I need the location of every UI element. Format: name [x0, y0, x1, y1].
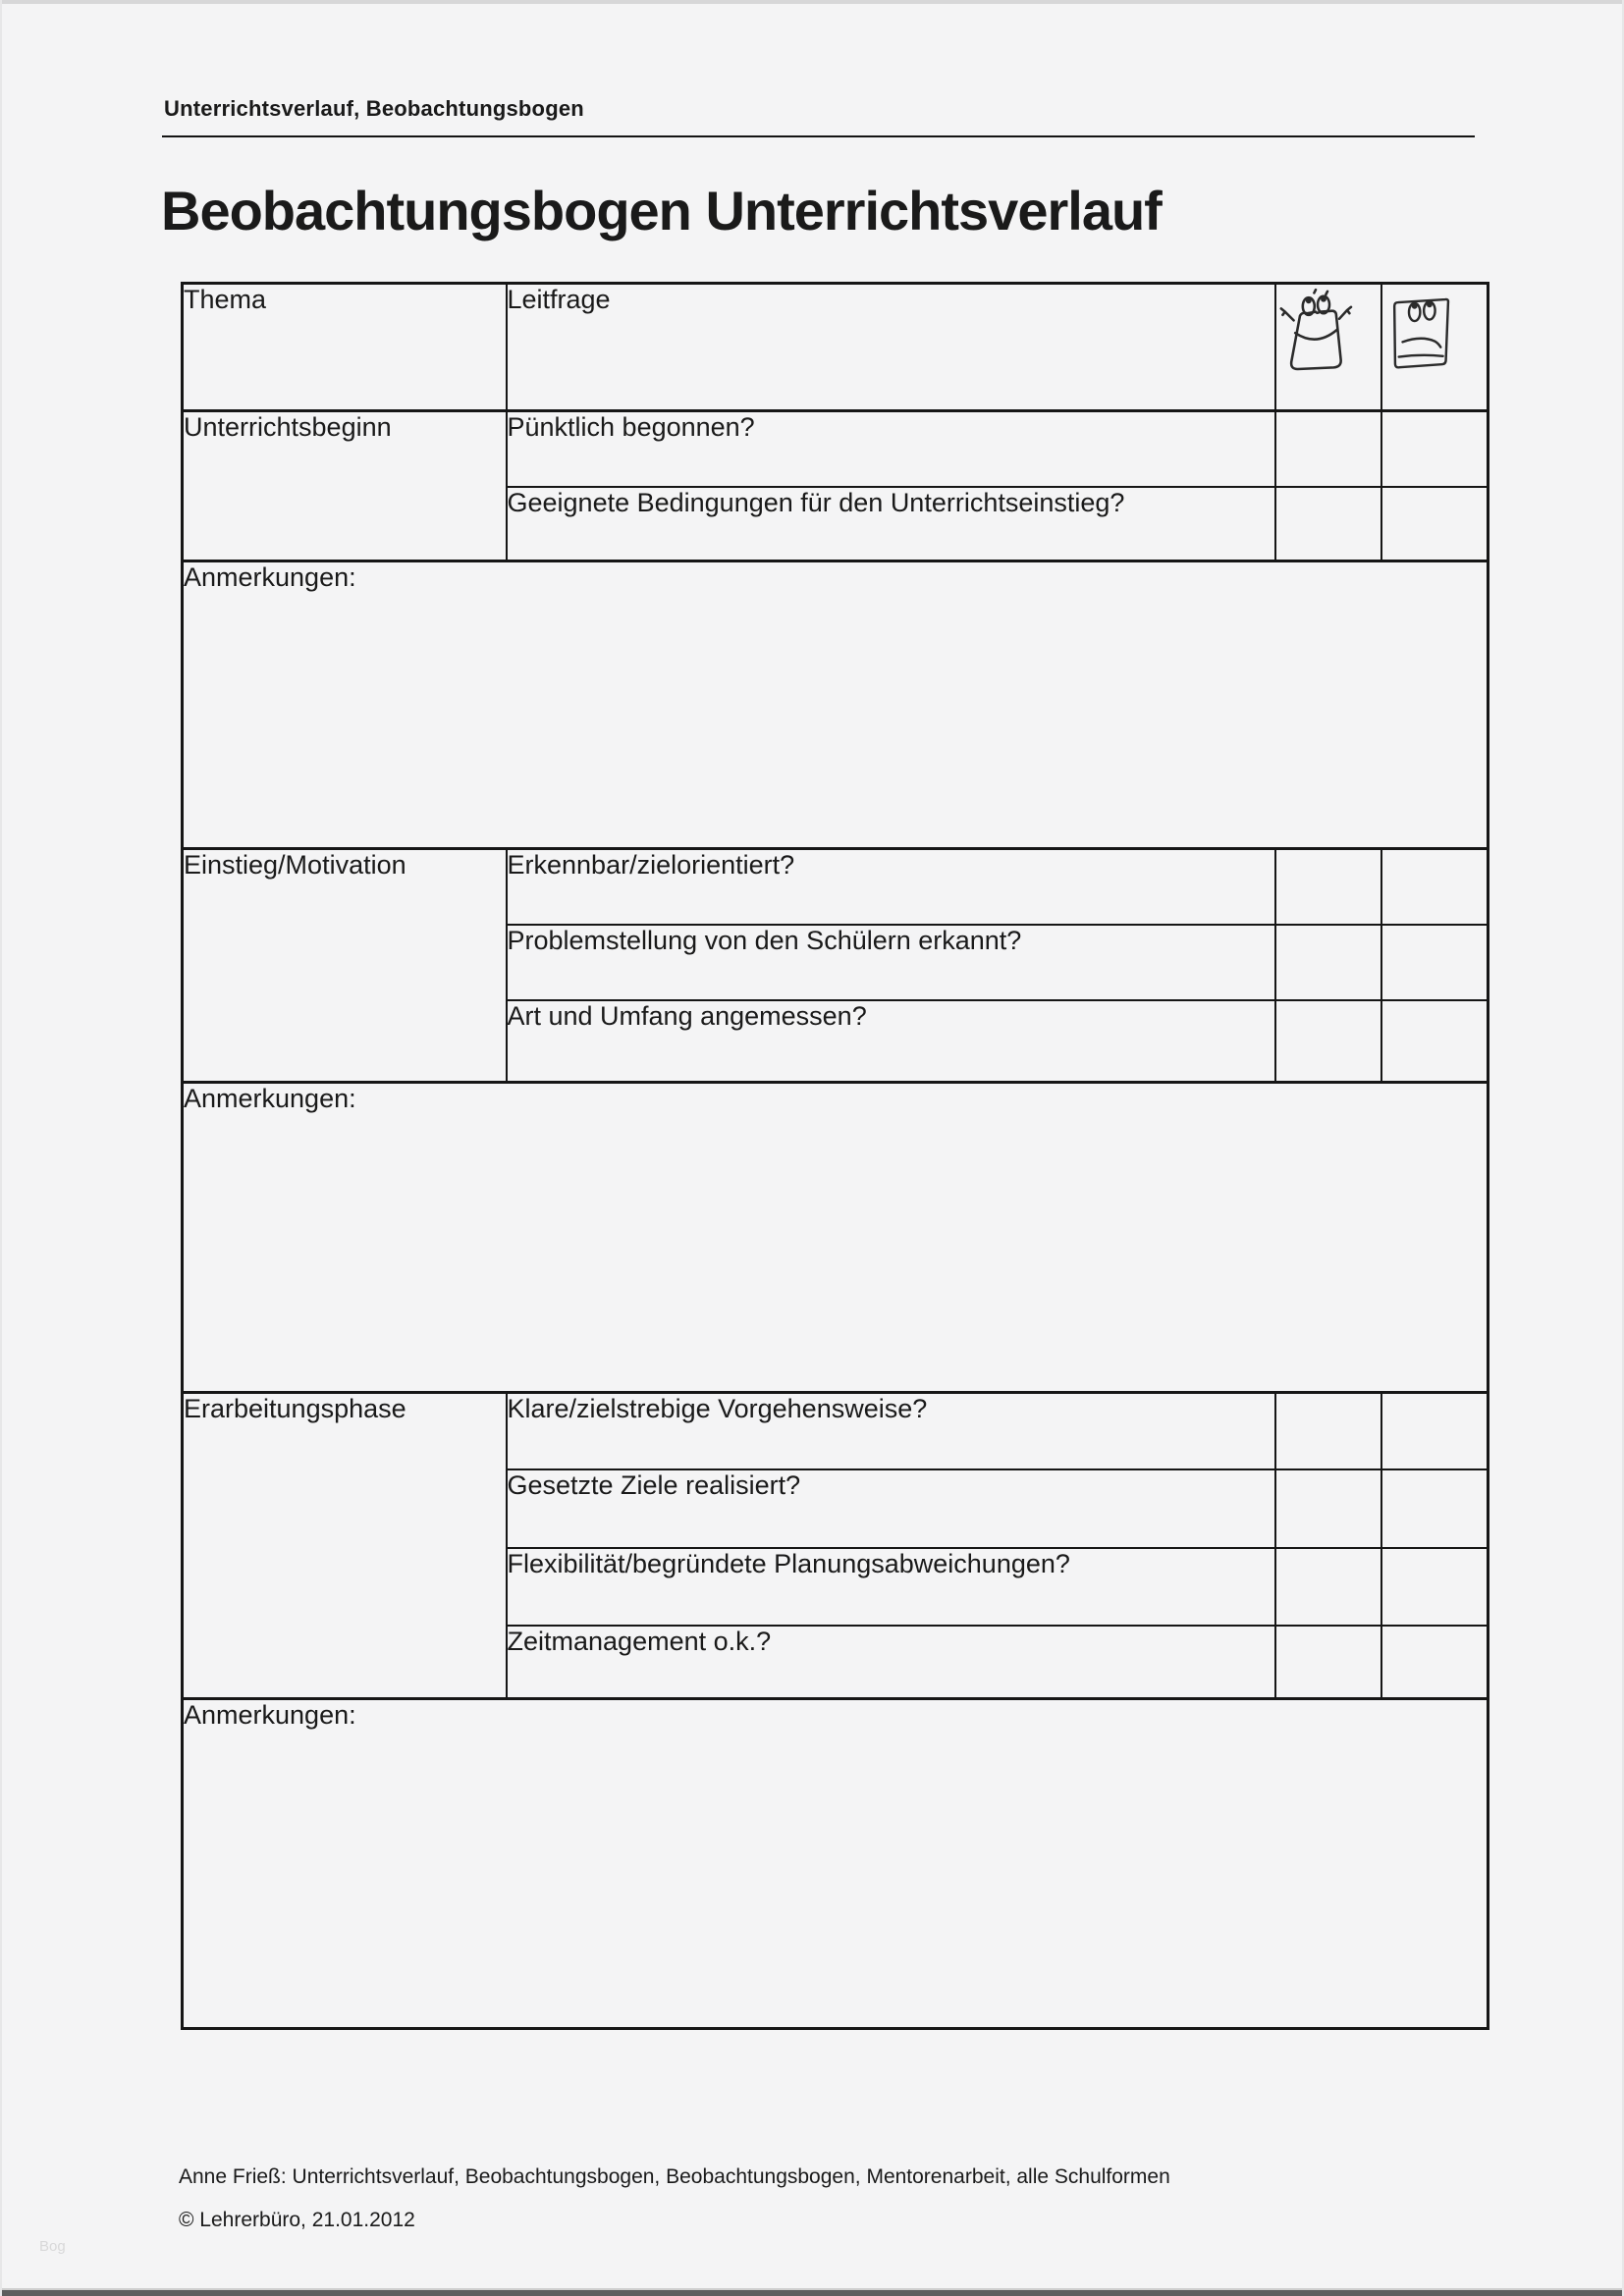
anmerkungen-label: Anmerkungen: [184, 1700, 356, 1730]
rating-positive-cell[interactable] [1275, 1548, 1381, 1626]
page-top-edge [2, 0, 1622, 4]
column-header-negative [1381, 284, 1489, 411]
question-cell: Klare/zielstrebige Vorgehensweise? [507, 1393, 1275, 1469]
question-cell: Pünktlich begonnen? [507, 411, 1275, 487]
question-cell: Problemstellung von den Schülern erkannt? [507, 925, 1275, 1000]
anmerkungen-area[interactable] [183, 1699, 1489, 2029]
question-cell: Gesetzte Ziele realisiert? [507, 1469, 1275, 1548]
rating-negative-cell[interactable] [1381, 1548, 1489, 1626]
anmerkungen-label: Anmerkungen: [184, 562, 356, 592]
sad-face-icon [1382, 285, 1457, 383]
rating-positive-cell[interactable] [1275, 1626, 1381, 1699]
table-header-row [183, 284, 1489, 411]
anmerkungen-area[interactable] [183, 561, 1489, 849]
watermark-text: Bog [39, 2238, 66, 2255]
rating-negative-cell[interactable] [1381, 487, 1489, 561]
question-cell: Geeignete Bedingungen für den Unterrichtseinstieg? [507, 487, 1275, 561]
rating-positive-cell[interactable] [1275, 1393, 1381, 1469]
table-row [183, 1393, 1489, 1469]
rating-positive-cell[interactable] [1275, 925, 1381, 1000]
rating-positive-cell[interactable] [1275, 487, 1381, 561]
rating-negative-cell[interactable] [1381, 1393, 1489, 1469]
observation-table [181, 282, 1489, 2030]
question-cell: Art und Umfang angemessen? [507, 1000, 1275, 1083]
rating-negative-cell[interactable] [1381, 411, 1489, 487]
thema-cell-einstieg-motivation: Einstieg/Motivation [183, 849, 507, 1083]
footer-source-line: Anne Frieß: Unterrichtsverlauf, Beobachtungsbogen, Beobachtungsbogen, Mentorenarbeit, alle Schulformen [179, 2165, 1170, 2188]
table-row [183, 849, 1489, 925]
thema-cell-unterrichtsbeginn: Unterrichtsbeginn [183, 411, 507, 561]
column-header-thema: Thema [183, 284, 507, 411]
page-title: Beobachtungsbogen Unterrichtsverlauf [161, 180, 1162, 241]
anmerkungen-area[interactable] [183, 1083, 1489, 1393]
column-header-leitfrage: Leitfrage [507, 284, 1275, 411]
footer-copyright-line: © Lehrerbüro, 21.01.2012 [179, 2209, 415, 2231]
table-row [183, 1699, 1489, 2029]
column-header-positive [1275, 284, 1381, 411]
question-cell: Erkennbar/zielorientiert? [507, 849, 1275, 925]
rating-positive-cell[interactable] [1275, 1469, 1381, 1548]
table-row [183, 411, 1489, 487]
rating-negative-cell[interactable] [1381, 1000, 1489, 1083]
thema-cell-erarbeitungsphase: Erarbeitungsphase [183, 1393, 507, 1699]
rating-positive-cell[interactable] [1275, 1000, 1381, 1083]
rating-negative-cell[interactable] [1381, 1626, 1489, 1699]
question-cell: Flexibilität/begründete Planungsabweichungen? [507, 1548, 1275, 1626]
anmerkungen-label: Anmerkungen: [184, 1084, 356, 1113]
table-row [183, 561, 1489, 849]
happy-face-icon [1276, 285, 1355, 383]
rating-positive-cell[interactable] [1275, 849, 1381, 925]
rating-negative-cell[interactable] [1381, 849, 1489, 925]
table-row [183, 1083, 1489, 1393]
page-bottom-edge [2, 2290, 1622, 2296]
rating-positive-cell[interactable] [1275, 411, 1381, 487]
document-kicker: Unterrichtsverlauf, Beobachtungsbogen [164, 96, 584, 121]
rating-negative-cell[interactable] [1381, 925, 1489, 1000]
rating-negative-cell[interactable] [1381, 1469, 1489, 1548]
header-rule [162, 135, 1475, 137]
question-cell: Zeitmanagement o.k.? [507, 1626, 1275, 1699]
